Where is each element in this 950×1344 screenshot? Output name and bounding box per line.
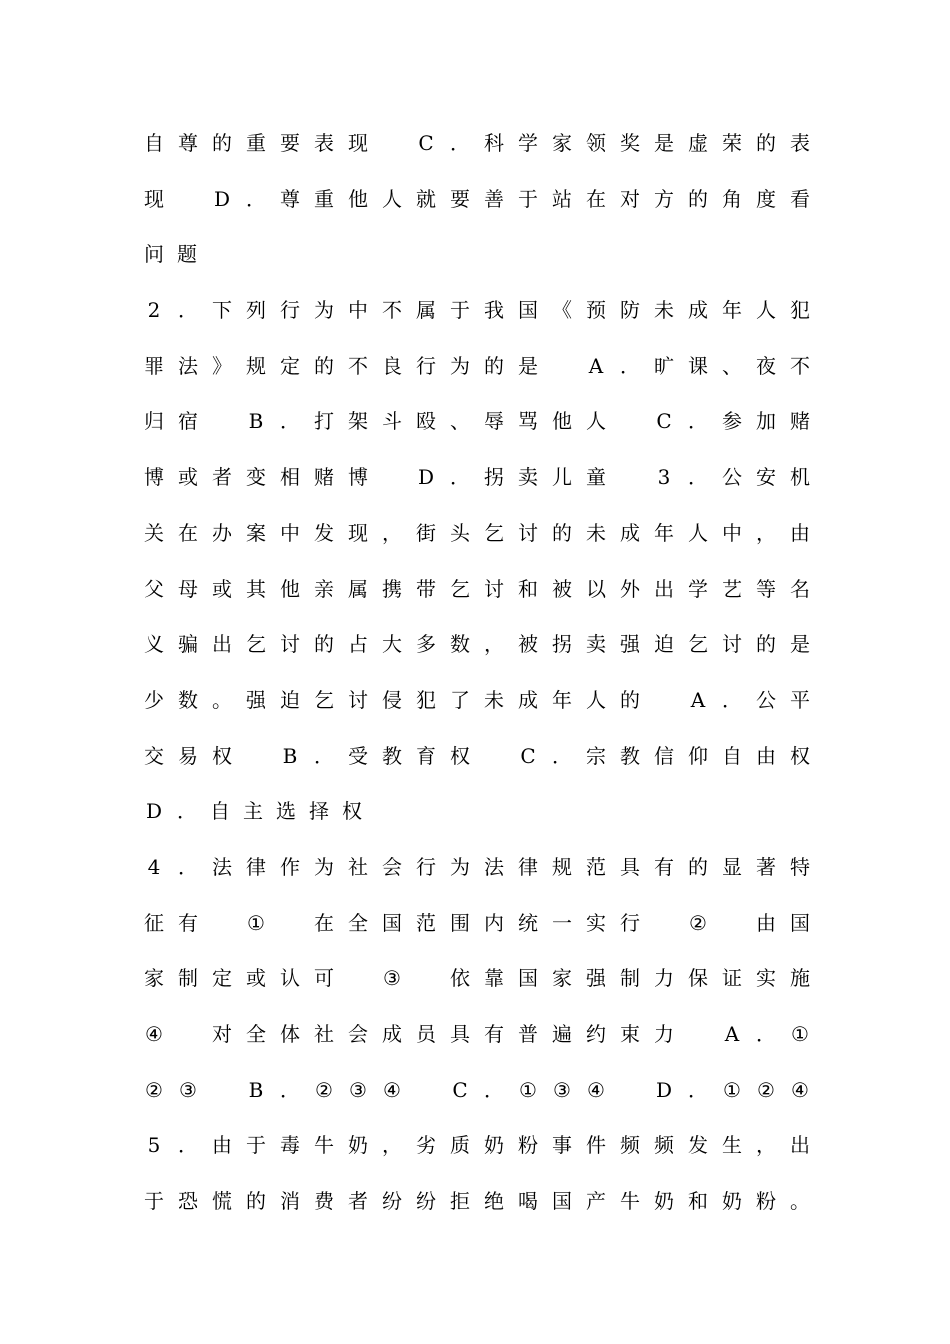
text-line: 于 恐 慌 的 消 费 者 纷 纷 拒 绝 喝 国 产 牛 奶 和 奶 粉 。 <box>144 1189 810 1214</box>
text-line: 自 尊 的 重 要 表 现 C ． 科 学 家 领 奖 是 虚 荣 的 表 <box>144 131 810 155</box>
text-line: 4 ． 法 律 作 为 社 会 行 为 法 律 规 范 具 有 的 显 著 特 <box>147 854 810 879</box>
text-line: 博 或 者 变 相 赌 博 D ． 拐 卖 儿 童 3 ． 公 安 机 <box>144 465 810 490</box>
text-line: 问 题 <box>144 242 197 267</box>
text-line: 现 D ． 尊 重 他 人 就 要 善 于 站 在 对 方 的 角 度 看 <box>144 186 810 211</box>
document-body <box>144 116 810 1230</box>
text-line: 家 制 定 或 认 可 ③ 依 靠 国 家 强 制 力 保 证 实 施 <box>144 966 810 991</box>
text-line: D ． 自 主 选 择 权 <box>145 799 362 824</box>
text-line: 义 骗 出 乞 讨 的 占 大 多 数 ， 被 拐 卖 强 迫 乞 讨 的 是 <box>144 632 810 657</box>
text-line: 征 有 ① 在 全 国 范 围 内 统 一 实 行 ② 由 国 <box>144 910 810 935</box>
text-line: ② ③ B ． ② ③ ④ C ． ① ③ ④ D ． ① ② ④ <box>145 1077 809 1102</box>
text-line: 5 ． 由 于 毒 牛 奶 ， 劣 质 奶 粉 事 件 频 频 发 生 ， 出 <box>147 1133 810 1158</box>
text-line: 归 宿 B ． 打 架 斗 殴 、 辱 骂 他 人 C ． 参 加 赌 <box>144 409 810 434</box>
text-line: 关 在 办 案 中 发 现 ， 街 头 乞 讨 的 未 成 年 人 中 ， 由 <box>144 520 810 545</box>
text-line: 2 ． 下 列 行 为 中 不 属 于 我 国 《 预 防 未 成 年 人 犯 <box>147 298 810 323</box>
text-line: 少 数 。 强 迫 乞 讨 侵 犯 了 未 成 年 人 的 A ． 公 平 <box>144 687 810 712</box>
text-line: 罪 法 》 规 定 的 不 良 行 为 的 是 A ． 旷 课 、 夜 不 <box>144 353 810 378</box>
text-line: ④ 对 全 体 社 会 成 员 具 有 普 遍 约 束 力 A ． ① <box>145 1022 809 1046</box>
text-line: 交 易 权 B ． 受 教 育 权 C ． 宗 教 信 仰 自 由 权 <box>144 743 810 768</box>
text-line: 父 母 或 其 他 亲 属 携 带 乞 讨 和 被 以 外 出 学 艺 等 名 <box>144 576 810 601</box>
